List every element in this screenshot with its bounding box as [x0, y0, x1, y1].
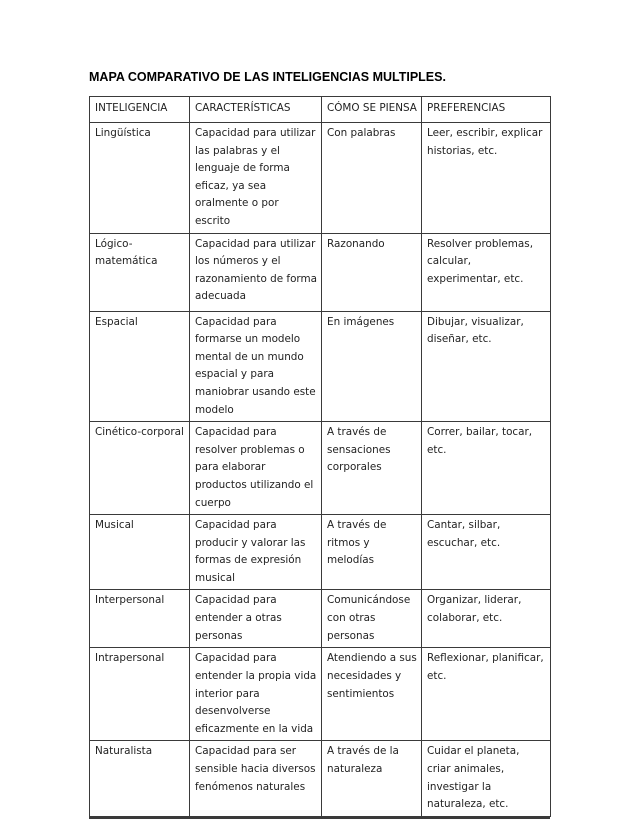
cell-inteligencia: Espacial: [90, 311, 190, 422]
table-row: [90, 741, 551, 816]
cell-caracteristicas: Capacidad para producir y valorar las formas de expresión musical: [190, 515, 322, 590]
cell-caracteristicas: Capacidad para utilizar los números y el razonamiento de forma adecuada: [190, 233, 322, 311]
comparison-table-container: [89, 96, 550, 819]
cell-como-se-piensa: A través de la naturaleza: [322, 741, 422, 816]
cell-preferencias: Reflexionar, planificar, etc.: [422, 648, 551, 741]
header-inteligencia: INTELIGENCIA: [90, 97, 190, 123]
cell-como-se-piensa: En imágenes: [322, 311, 422, 422]
cell-como-se-piensa: Con palabras: [322, 123, 422, 234]
cell-como-se-piensa: Atendiendo a sus necesidades y sentimientos: [322, 648, 422, 741]
cell-caracteristicas: Capacidad para utilizar las palabras y el lenguaje de forma eficaz, ya sea oralmente o por escrito: [190, 123, 322, 234]
table-row: [90, 648, 551, 741]
cell-como-se-piensa: A través de ritmos y melodías: [322, 515, 422, 590]
cell-inteligencia: Naturalista: [90, 741, 190, 816]
cell-preferencias: Resolver problemas, calcular, experimentar, etc.: [422, 233, 551, 311]
cell-como-se-piensa: A través de sensaciones corporales: [322, 422, 422, 515]
cell-caracteristicas: Capacidad para ser sensible hacia diversos fenómenos naturales: [190, 741, 322, 816]
document-title: MAPA COMPARATIVO DE LAS INTELIGENCIAS MULTIPLES.: [89, 70, 446, 84]
comparison-table: [89, 96, 551, 817]
cell-inteligencia: Cinético-corporal: [90, 422, 190, 515]
cell-inteligencia: Lógico-matemática: [90, 233, 190, 311]
cell-caracteristicas: Capacidad para formarse un modelo mental de un mundo espacial y para maniobrar usando este modelo: [190, 311, 322, 422]
cell-preferencias: Leer, escribir, explicar historias, etc.: [422, 123, 551, 234]
cell-caracteristicas: Capacidad para entender a otras personas: [190, 590, 322, 648]
table-row: [90, 515, 551, 590]
header-como-se-piensa: CÓMO SE PIENSA: [322, 97, 422, 123]
cell-preferencias: Dibujar, visualizar, diseñar, etc.: [422, 311, 551, 422]
header-preferencias: PREFERENCIAS: [422, 97, 551, 123]
cell-inteligencia: Intrapersonal: [90, 648, 190, 741]
table-row: [90, 123, 551, 234]
cell-caracteristicas: Capacidad para resolver problemas o para elaborar productos utilizando el cuerpo: [190, 422, 322, 515]
cell-inteligencia: Lingüística: [90, 123, 190, 234]
table-header-row: [90, 97, 551, 123]
table-row: [90, 311, 551, 422]
cell-inteligencia: Interpersonal: [90, 590, 190, 648]
cell-preferencias: Cantar, silbar, escuchar, etc.: [422, 515, 551, 590]
cell-inteligencia: Musical: [90, 515, 190, 590]
cell-preferencias: Cuidar el planeta, criar animales, investigar la naturaleza, etc.: [422, 741, 551, 816]
cell-preferencias: Organizar, liderar, colaborar, etc.: [422, 590, 551, 648]
cell-caracteristicas: Capacidad para entender la propia vida interior para desenvolverse eficazmente en la vida: [190, 648, 322, 741]
header-caracteristicas: CARACTERÍSTICAS: [190, 97, 322, 123]
cell-como-se-piensa: Razonando: [322, 233, 422, 311]
cell-preferencias: Correr, bailar, tocar, etc.: [422, 422, 551, 515]
table-row: [90, 590, 551, 648]
cell-como-se-piensa: Comunicándose con otras personas: [322, 590, 422, 648]
table-row: [90, 422, 551, 515]
table-row: [90, 233, 551, 311]
